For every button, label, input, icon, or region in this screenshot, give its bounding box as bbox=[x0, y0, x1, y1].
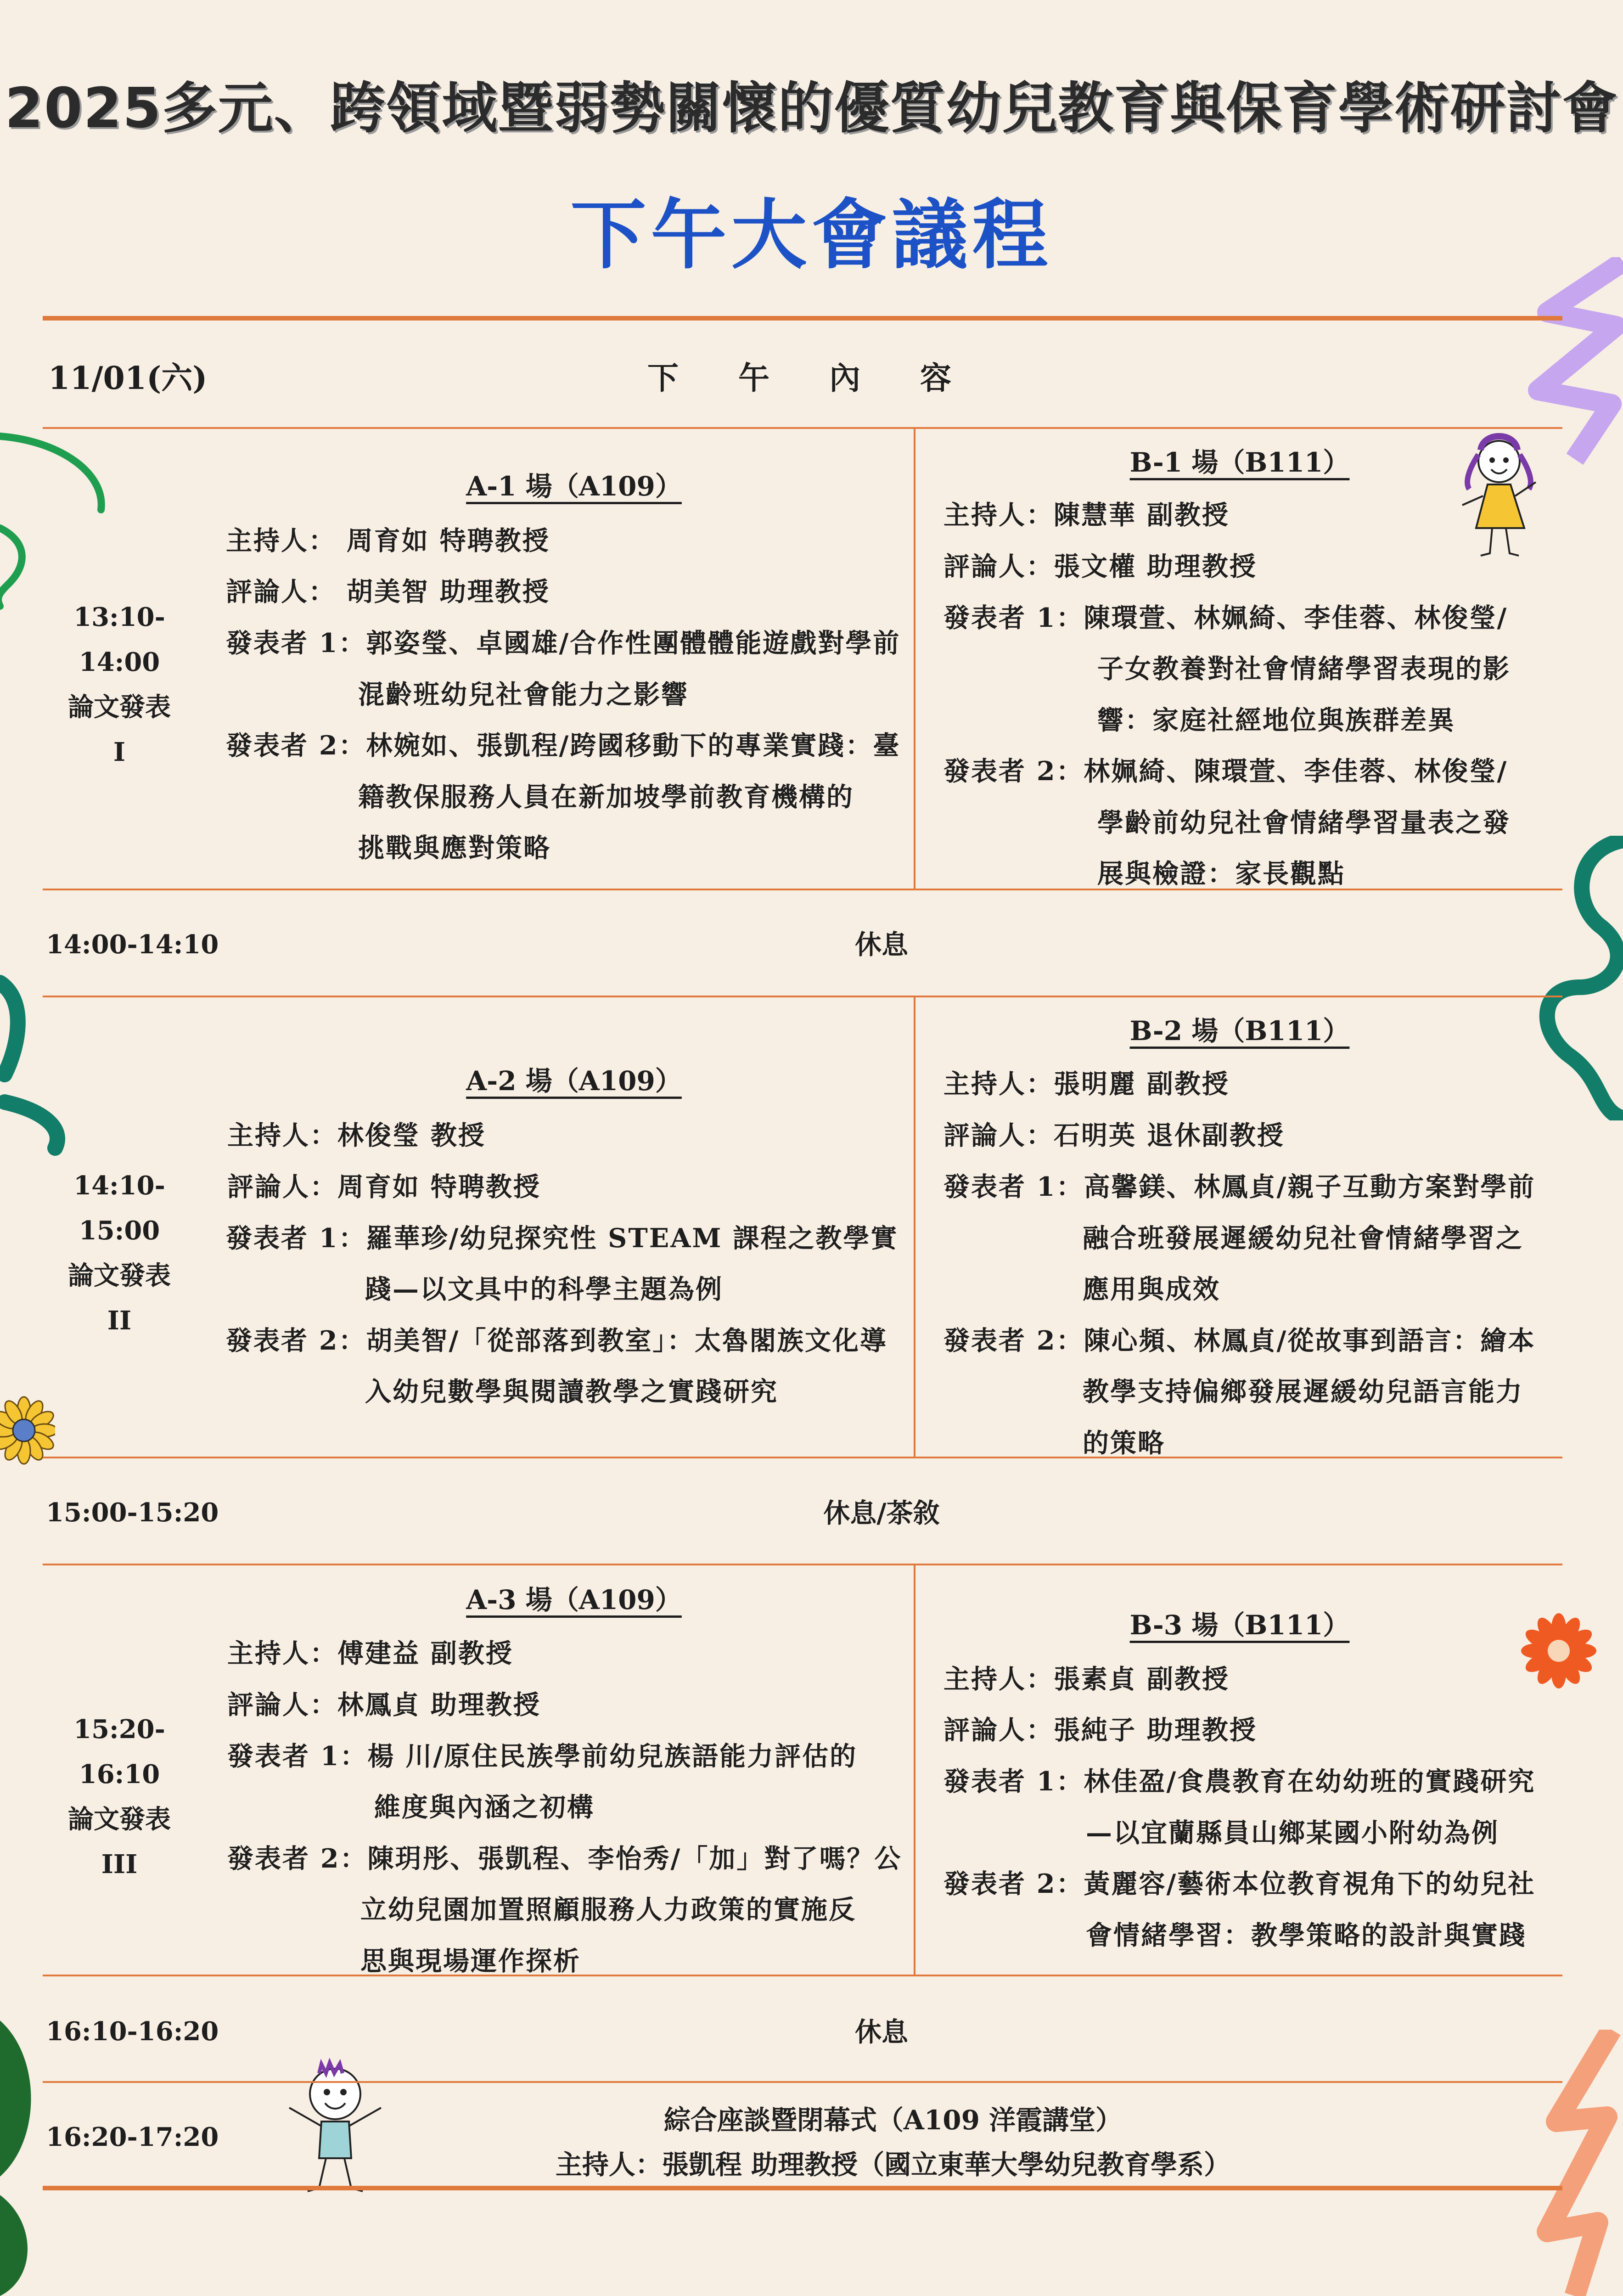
session-number: III bbox=[101, 1849, 138, 1880]
presenter-line: 發表者 2：胡美智/「從部落到教室」：太魯閣族文化導 bbox=[226, 1325, 887, 1356]
presenter-line: 思與現場運作探析 bbox=[360, 1946, 581, 1976]
date-cell: 11/01(六) bbox=[48, 360, 208, 397]
reviewer-line: 評論人：張純子 助理教授 bbox=[943, 1715, 1257, 1745]
conference-title: 2025多元、跨領域暨弱勢關懷的優質幼兒教育與保育學術研討會 bbox=[5, 77, 1618, 141]
teal-squiggle-icon bbox=[0, 964, 119, 1166]
reviewer-line: 評論人：張文權 助理教授 bbox=[943, 551, 1257, 582]
session-a2-title: A-2 場（A109） bbox=[466, 1065, 682, 1097]
session-number: I bbox=[113, 737, 126, 767]
time-slot bbox=[46, 595, 193, 775]
host-line: 主持人：陳慧華 副教授 bbox=[943, 500, 1230, 530]
divider bbox=[43, 1457, 1562, 1458]
teal-squiggle-icon bbox=[1506, 836, 1623, 1120]
orange-flower-icon bbox=[1515, 1607, 1602, 1694]
break-time: 14:00-14:10 bbox=[46, 929, 219, 960]
content-header: 下午內容 bbox=[647, 360, 1011, 397]
break-label: 休息/茶敘 bbox=[823, 1497, 940, 1529]
time-slot bbox=[46, 1707, 193, 1887]
column-divider bbox=[914, 428, 915, 889]
session-number: II bbox=[107, 1306, 132, 1336]
presenter-line: 發表者 1：郭姿瑩、卓國雄/合作性團體體能遊戲對學前 bbox=[226, 628, 901, 658]
presenter-line: 發表者 1：羅華珍/幼兒探究性 STEAM 課程之教學實 bbox=[226, 1223, 899, 1254]
closing-title: 綜合座談暨閉幕式（A109 洋霞講堂） bbox=[663, 2105, 1123, 2136]
divider bbox=[43, 1975, 1562, 1976]
divider bbox=[43, 996, 1562, 997]
presenter-line: 挑戰與應對策略 bbox=[358, 833, 551, 863]
time-range: 14:10-15:00 bbox=[73, 1171, 165, 1246]
reviewer-line: 評論人：周育如 特聘教授 bbox=[227, 1171, 541, 1202]
presenter-line: 響：家庭社經地位與族群差異 bbox=[1097, 705, 1455, 736]
host-line: 主持人：傅建益 副教授 bbox=[227, 1638, 513, 1669]
divider bbox=[43, 1564, 1562, 1565]
presenter-line: 學齡前幼兒社會情緒學習量表之發 bbox=[1097, 807, 1511, 838]
presenter-line: 立幼兒園加置照顧服務人力政策的實施反 bbox=[360, 1894, 856, 1925]
break-label: 休息 bbox=[854, 2016, 908, 2048]
divider bbox=[43, 2081, 1562, 2083]
time-range: 13:10-14:00 bbox=[73, 602, 165, 677]
orange-zigzag-icon bbox=[1529, 2030, 1623, 2296]
host-line: 主持人：張素貞 副教授 bbox=[943, 1664, 1230, 1694]
presenter-line: 會情緒學習：教學策略的設計與實踐 bbox=[1086, 1920, 1527, 1951]
closing-host: 主持人：張凱程 助理教授（國立東華大學幼兒教育學系） bbox=[555, 2149, 1231, 2180]
host-line: 主持人：林俊瑩 教授 bbox=[227, 1120, 486, 1151]
reviewer-line: 評論人： 胡美智 助理教授 bbox=[226, 576, 550, 607]
column-divider bbox=[914, 996, 915, 1458]
time-range: 15:20-16:10 bbox=[73, 1714, 165, 1790]
column-divider bbox=[914, 1564, 915, 1975]
presenter-line: 維度與內涵之初構 bbox=[374, 1792, 595, 1823]
break-time: 15:00-15:20 bbox=[46, 1497, 219, 1528]
session-b2-title: B-2 場（B111） bbox=[1129, 1015, 1350, 1047]
presenter-line: 發表者 1：高馨鎂、林鳳貞/親子互動方案對學前 bbox=[943, 1171, 1536, 1202]
reviewer-line: 評論人：石明英 退休副教授 bbox=[943, 1120, 1285, 1151]
time-slot bbox=[46, 1163, 193, 1343]
green-leaf-icon bbox=[0, 2020, 41, 2296]
presenter-line: 混齡班幼兒社會能力之影響 bbox=[358, 679, 689, 710]
presenter-line: 發表者 1：楊 川/原住民族學前幼兒族語能力評估的 bbox=[227, 1741, 858, 1772]
reviewer-line: 評論人：林鳳貞 助理教授 bbox=[227, 1689, 541, 1720]
divider bbox=[43, 427, 1562, 429]
presenter-line: 的策略 bbox=[1083, 1428, 1165, 1458]
presenter-line: 發表者 1：陳環萱、林姵綺、李佳蓉、林俊瑩/ bbox=[943, 602, 1508, 633]
break-label: 休息 bbox=[854, 929, 908, 960]
presenter-line: 發表者 2：林姵綺、陳環萱、李佳蓉、林俊瑩/ bbox=[943, 756, 1508, 787]
divider bbox=[43, 2186, 1562, 2190]
presenter-line: —以宜蘭縣員山鄉某國小附幼為例 bbox=[1086, 1818, 1499, 1848]
host-line: 主持人：張明麗 副教授 bbox=[943, 1069, 1230, 1099]
green-swirl-icon bbox=[0, 413, 119, 625]
presenter-line: 展與檢證：家長觀點 bbox=[1097, 858, 1345, 889]
presenter-line: 融合班發展遲緩幼兒社會情緒學習之 bbox=[1083, 1223, 1523, 1254]
session-label: 論文發表 bbox=[68, 1261, 171, 1291]
presenter-line: 發表者 2：陳心頻、林鳳貞/從故事到語言：繪本 bbox=[943, 1325, 1536, 1356]
presenter-line: 子女教養對社會情緒學習表現的影 bbox=[1097, 653, 1511, 684]
session-b3-title: B-3 場（B111） bbox=[1129, 1609, 1350, 1641]
session-a1-title: A-1 場（A109） bbox=[466, 471, 682, 502]
presenter-line: 踐—以文具中的科學主題為例 bbox=[365, 1274, 723, 1305]
session-label: 論文發表 bbox=[68, 1804, 171, 1835]
presenter-line: 教學支持偏鄉發展遲緩幼兒語言能力 bbox=[1083, 1376, 1523, 1407]
afternoon-agenda-title: 下午大會議程 bbox=[570, 191, 1053, 279]
session-label: 論文發表 bbox=[68, 692, 171, 722]
presenter-line: 應用與成效 bbox=[1083, 1274, 1220, 1305]
presenter-line: 發表者 1：林佳盈/食農教育在幼幼班的實踐研究 bbox=[943, 1766, 1536, 1797]
session-a3-title: A-3 場（A109） bbox=[466, 1584, 682, 1615]
presenter-line: 入幼兒數學與閱讀教學之實踐研究 bbox=[365, 1376, 778, 1407]
host-line: 主持人： 周育如 特聘教授 bbox=[226, 525, 550, 556]
presenter-line: 發表者 2：陳玥彤、張凱程、李怡秀/「加」對了嗎？公 bbox=[227, 1843, 902, 1874]
presenter-line: 發表者 2：黃麗容/藝術本位教育視角下的幼兒社 bbox=[943, 1868, 1536, 1899]
boy-doodle-icon bbox=[275, 2057, 395, 2195]
closing-time: 16:20-17:20 bbox=[46, 2122, 219, 2152]
divider bbox=[43, 316, 1562, 321]
break-time: 16:10-16:20 bbox=[46, 2016, 219, 2047]
session-b1-title: B-1 場（B111） bbox=[1129, 447, 1350, 478]
presenter-line: 發表者 2：林婉如、張凱程/跨國移動下的專業實踐：臺 bbox=[226, 730, 901, 761]
presenter-line: 籍教保服務人員在新加坡學前教育機構的 bbox=[358, 782, 854, 812]
